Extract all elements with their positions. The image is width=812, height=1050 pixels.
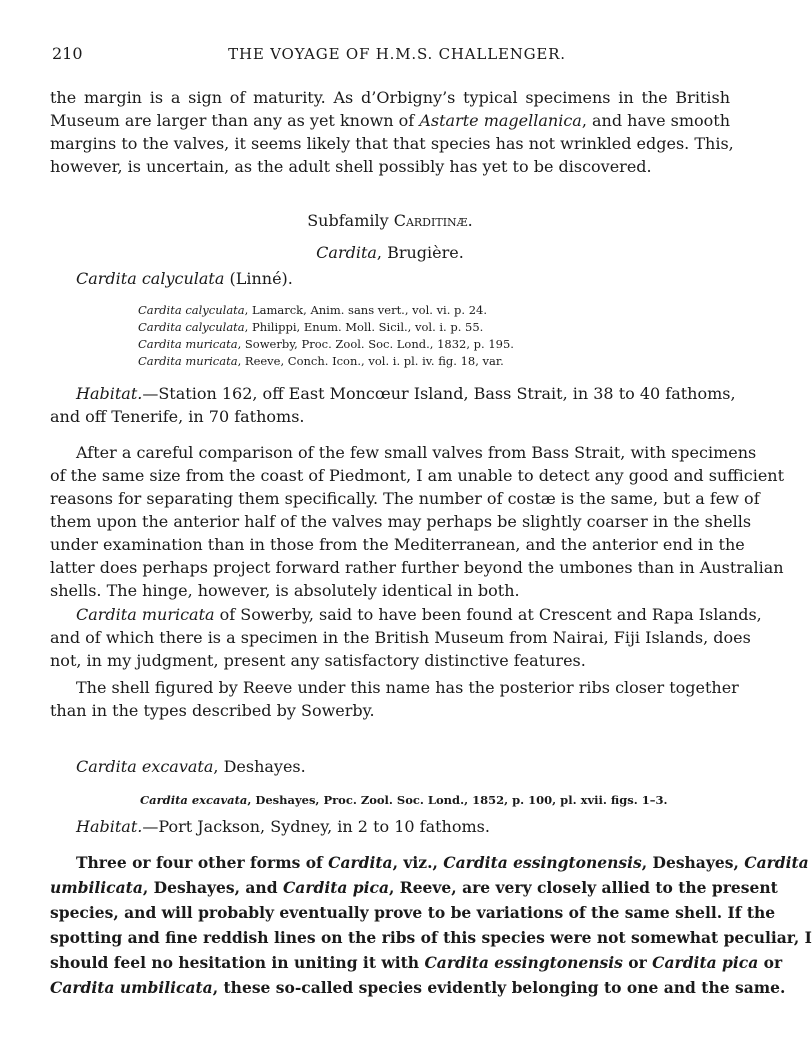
- text-line: umbilicata, Deshayes, and Cardita pica, Reeve, are very closely allied to the present: [50, 878, 778, 897]
- habitat-calyculata: [50, 382, 736, 428]
- synonymy-list: [138, 302, 698, 370]
- intro-paragraph: [50, 86, 734, 178]
- discussion-paragraph-1: [50, 441, 785, 602]
- text-line: Cardita umbilicata, these so-called species evidently belonging to one and the same.: [50, 978, 786, 997]
- text-line: reasons for separating them specifically. The number of costæ is the same, but a few of: [50, 489, 760, 508]
- text-line: under examination than in those from the Mediterranean, and the anterior end in the: [50, 535, 745, 554]
- species-heading-excavata: [76, 756, 306, 778]
- text-line: spotting and fine reddish lines on the ribs of this species were not somewhat peculiar, I: [50, 928, 812, 947]
- text-line: than in the types described by Sowerby.: [50, 701, 375, 720]
- genus-author: , Brugière.: [376, 243, 464, 262]
- habitat-excavata: [50, 815, 730, 838]
- text-line: shells. The hinge, however, is absolutely identical in both.: [50, 581, 520, 600]
- subfamily-label: Subfamily: [307, 211, 394, 230]
- text-line: should feel no hesitation in uniting it with Cardita essingtonensis or Cardita pica or: [50, 953, 783, 972]
- habitat-line: and off Tenerife, in 70 fathoms.: [50, 407, 305, 426]
- discussion-paragraph-2: [50, 603, 762, 672]
- text-line: not, in my judgment, present any satisfactory distinctive features.: [50, 651, 586, 670]
- subfamily-heading: [50, 210, 730, 232]
- species-name: Cardita excavata: [76, 757, 214, 776]
- text-line: Museum are larger than any as yet known of Astarte magellanica, and have smooth: [50, 111, 731, 130]
- text-line: Three or four other forms of Cardita, viz., Cardita essingtonensis, Deshayes, Cardita: [76, 853, 809, 872]
- habitat-line: Habitat.—Port Jackson, Sydney, in 2 to 10 fathoms.: [76, 817, 490, 836]
- text-line: Cardita muricata of Sowerby, said to have been found at Crescent and Rapa Islands,: [76, 605, 762, 624]
- text-line: latter does perhaps project forward rather further beyond the umbones than in Australian: [50, 558, 784, 577]
- page-number: 210: [52, 44, 83, 63]
- text-line: species, and will probably eventually prove to be variations of the same shell. If the: [50, 903, 776, 922]
- synonym-entry: Cardita calyculata, Lamarck, Anim. sans vert., vol. vi. p. 24.: [138, 303, 488, 317]
- discussion-paragraph-excavata: [50, 850, 812, 1000]
- synonym-entry: Cardita muricata, Reeve, Conch. Icon., vol. i. pl. iv. fig. 18, var.: [138, 354, 504, 368]
- text-line: of the same size from the coast of Piedmont, I am unable to detect any good and sufficient: [50, 466, 785, 485]
- text-line: The shell figured by Reeve under this name has the posterior ribs closer together: [76, 678, 739, 697]
- running-head: THE VOYAGE OF H.M.S. CHALLENGER.: [228, 45, 566, 63]
- species-heading-calyculata: [76, 268, 293, 290]
- synonym-entry: Cardita muricata, Sowerby, Proc. Zool. Soc. Lond., 1832, p. 195.: [138, 337, 514, 351]
- genus-name: Cardita: [316, 243, 377, 262]
- text-line: After a careful comparison of the few small valves from Bass Strait, with specimens: [76, 443, 757, 462]
- species-name: Cardita calyculata: [76, 269, 225, 288]
- text-line: the margin is a sign of maturity. As d’Orbigny’s typical specimens in the British: [50, 88, 730, 107]
- page-header: [52, 44, 742, 66]
- text-line: and of which there is a specimen in the British Museum from Nairai, Fiji Islands, does: [50, 628, 751, 647]
- text-line: however, is uncertain, as the adult shell possibly has yet to be discovered.: [50, 157, 652, 176]
- discussion-paragraph-3: [50, 676, 739, 722]
- text-line: margins to the valves, it seems likely that that species has not wrinkled edges. This,: [50, 134, 734, 153]
- subfamily-name: Carditinæ.: [393, 211, 473, 230]
- text-line: them upon the anterior half of the valves may perhaps be slightly coarser in the shells: [50, 512, 752, 531]
- habitat-line: Habitat.—Station 162, off East Moncœur Island, Bass Strait, in 38 to 40 fathoms,: [76, 384, 736, 403]
- synonym-entry: Cardita calyculata, Philippi, Enum. Moll. Sicil., vol. i. p. 55.: [138, 320, 484, 334]
- reference-excavata: Cardita excavata, Deshayes, Proc. Zool. Soc. Lond., 1852, p. 100, pl. xvii. figs. 1–3.: [140, 793, 668, 807]
- genus-heading: [50, 242, 730, 264]
- species-author: , Deshayes.: [213, 757, 306, 776]
- species-author: (Linné).: [224, 269, 293, 288]
